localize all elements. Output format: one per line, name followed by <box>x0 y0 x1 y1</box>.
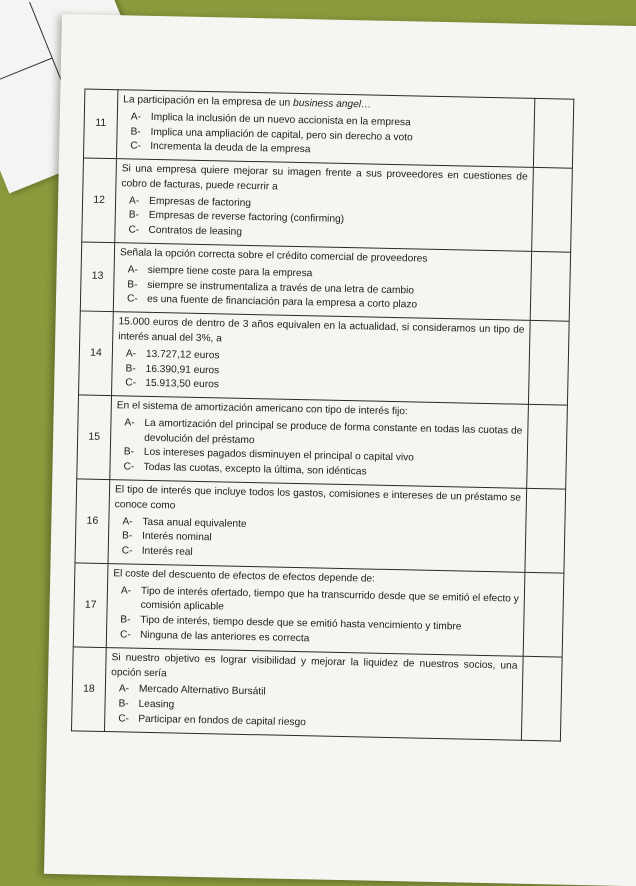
option-letter: B- <box>121 530 133 542</box>
option-text: Ninguna de las anteriores es correcta <box>139 629 310 645</box>
option-letter: A- <box>127 264 138 276</box>
question-cell <box>110 396 529 489</box>
option-text: Interés nominal <box>141 531 212 544</box>
question-number: 16 <box>75 479 110 564</box>
option-text: es una fuente de financiación para la empresa a corto plazo <box>146 294 418 311</box>
option-text: Mercado Alternativo Bursátil <box>138 684 266 698</box>
question-row <box>77 395 568 489</box>
option-letter: A- <box>124 417 135 429</box>
option-text: Empresas de factoring <box>148 195 252 209</box>
question-row <box>71 647 562 741</box>
option-letter: B- <box>127 279 138 291</box>
answer-box[interactable] <box>528 321 569 406</box>
option-text: siempre tiene coste para la empresa <box>147 264 313 280</box>
question-prompt-text: Si nuestro objetivo es lograr visibilidad y mejorar la liquidez de nuestros socios, una opción sería <box>111 651 518 679</box>
option-list <box>122 110 529 163</box>
question-row <box>83 89 573 168</box>
question-number: 13 <box>80 242 114 312</box>
option-letter: B- <box>120 614 131 626</box>
question-row <box>79 311 570 405</box>
question-cell <box>112 312 531 405</box>
question-cell <box>106 563 525 656</box>
option-letter: A- <box>130 111 142 123</box>
question-number: 15 <box>77 395 112 480</box>
question-prompt-text: Señala la opción correcta sobre el crédito comercial de proveedores <box>119 247 428 265</box>
option-text: Implica una ampliación de capital, pero sin derecho a voto <box>150 126 413 143</box>
option-letter: C- <box>126 293 138 306</box>
option-text: Tipo de interés, tiempo desde que se emitió hasta vencimiento y timbre <box>140 614 462 633</box>
answer-box[interactable] <box>532 168 573 253</box>
question-prompt-text: En el sistema de amortización americano con tipo de interés fijo: <box>116 400 408 418</box>
question-cell <box>115 159 534 252</box>
answer-box[interactable] <box>527 404 568 489</box>
option-letter: A- <box>118 683 130 695</box>
question-prompt-emphasis: business angel… <box>292 97 372 111</box>
question-cell <box>108 480 527 573</box>
option-list <box>117 347 524 400</box>
option-list <box>110 683 517 736</box>
question-number: 18 <box>71 647 106 732</box>
option-text: Todas las cuotas, excepto la última, son idénticas <box>143 461 367 478</box>
option-text: Empresas de reverse factoring (confirming) <box>148 210 345 226</box>
option-letter: A- <box>125 348 137 360</box>
question-number: 17 <box>73 563 108 648</box>
answer-box[interactable] <box>521 656 562 741</box>
answer-box[interactable] <box>525 488 566 573</box>
answer-box[interactable] <box>533 98 573 168</box>
answer-box[interactable] <box>523 572 564 657</box>
question-prompt-text: La participación en la empresa de un <box>123 94 291 109</box>
option-text: siempre se instrumentaliza a través de una letra de cambio <box>147 279 415 297</box>
question-prompt-text: El tipo de interés que incluye todos los gastos, comisiones e intereses de un préstamo se conoce como <box>114 484 522 512</box>
option-text: Tasa anual equivalente <box>142 516 247 530</box>
option-letter: C- <box>123 461 135 473</box>
option-letter: C- <box>118 713 130 725</box>
option-text: 15.913,50 euros <box>145 378 220 391</box>
option-letter: B- <box>125 362 136 375</box>
option-letter: C- <box>119 629 131 641</box>
option-list <box>115 416 522 484</box>
option-text: Leasing <box>138 698 175 711</box>
question-row <box>80 242 570 321</box>
question-cell <box>104 647 523 740</box>
option-text: Participar en fondos de capital riesgo <box>138 713 306 729</box>
option-text: Contratos de leasing <box>148 225 243 239</box>
option-letter: A- <box>122 515 133 528</box>
option-text: Interés real <box>141 545 193 558</box>
question-number: 11 <box>83 89 117 159</box>
question-number: 14 <box>79 311 114 396</box>
option-list <box>114 515 521 568</box>
question-row <box>75 479 566 573</box>
background-sheet-line <box>0 58 52 93</box>
option-letter: B- <box>118 698 129 710</box>
option-list <box>119 263 526 316</box>
option-text: 16.390,91 euros <box>145 363 220 376</box>
question-prompt-text: Si una empresa quiere mejorar su imagen frente a sus proveedores en cuestiones de cobro de facturas, puede recurrir a <box>121 163 528 193</box>
answer-box[interactable] <box>530 251 570 321</box>
question-table <box>71 88 574 741</box>
option-letter: B- <box>123 446 135 459</box>
option-text: Los intereses pagados disminuyen el principal o capital vivo <box>143 447 415 464</box>
option-list <box>112 584 519 652</box>
option-letter: C- <box>128 224 140 236</box>
option-text: Tipo de interés ofertado, tiempo que ha transcurrido desde que se emitió el efecto y comisión aplicable <box>140 585 519 613</box>
option-letter: C- <box>125 377 137 389</box>
option-letter: B- <box>130 126 141 138</box>
option-letter: C- <box>121 545 133 557</box>
question-table-body <box>71 89 573 741</box>
question-cell <box>116 90 534 168</box>
option-letter: C- <box>130 140 142 153</box>
exam-sheet <box>44 14 636 886</box>
question-number: 12 <box>82 158 117 243</box>
question-prompt-text: 15.000 euros de dentro de 3 años equivalen en la actualidad, si consideramos un tipo de interés anual del 3%, a <box>118 316 525 345</box>
option-text: 13.727,12 euros <box>145 348 220 362</box>
option-list <box>120 194 527 247</box>
question-prompt-text: El coste del descuento de efectos de efectos depende de: <box>113 568 376 585</box>
question-row <box>82 158 573 252</box>
question-row <box>73 563 564 657</box>
option-text: La amortización del principal se produce de forma constante en todas las cuotas de devolución del préstamo <box>144 417 523 446</box>
option-letter: A- <box>128 195 140 207</box>
question-cell <box>113 243 531 321</box>
option-letter: A- <box>120 585 132 597</box>
option-text: Incrementa la deuda de la empresa <box>150 141 311 156</box>
option-text: Implica la inclusión de un nuevo accionista en la empresa <box>150 111 411 129</box>
option-letter: B- <box>128 209 140 222</box>
